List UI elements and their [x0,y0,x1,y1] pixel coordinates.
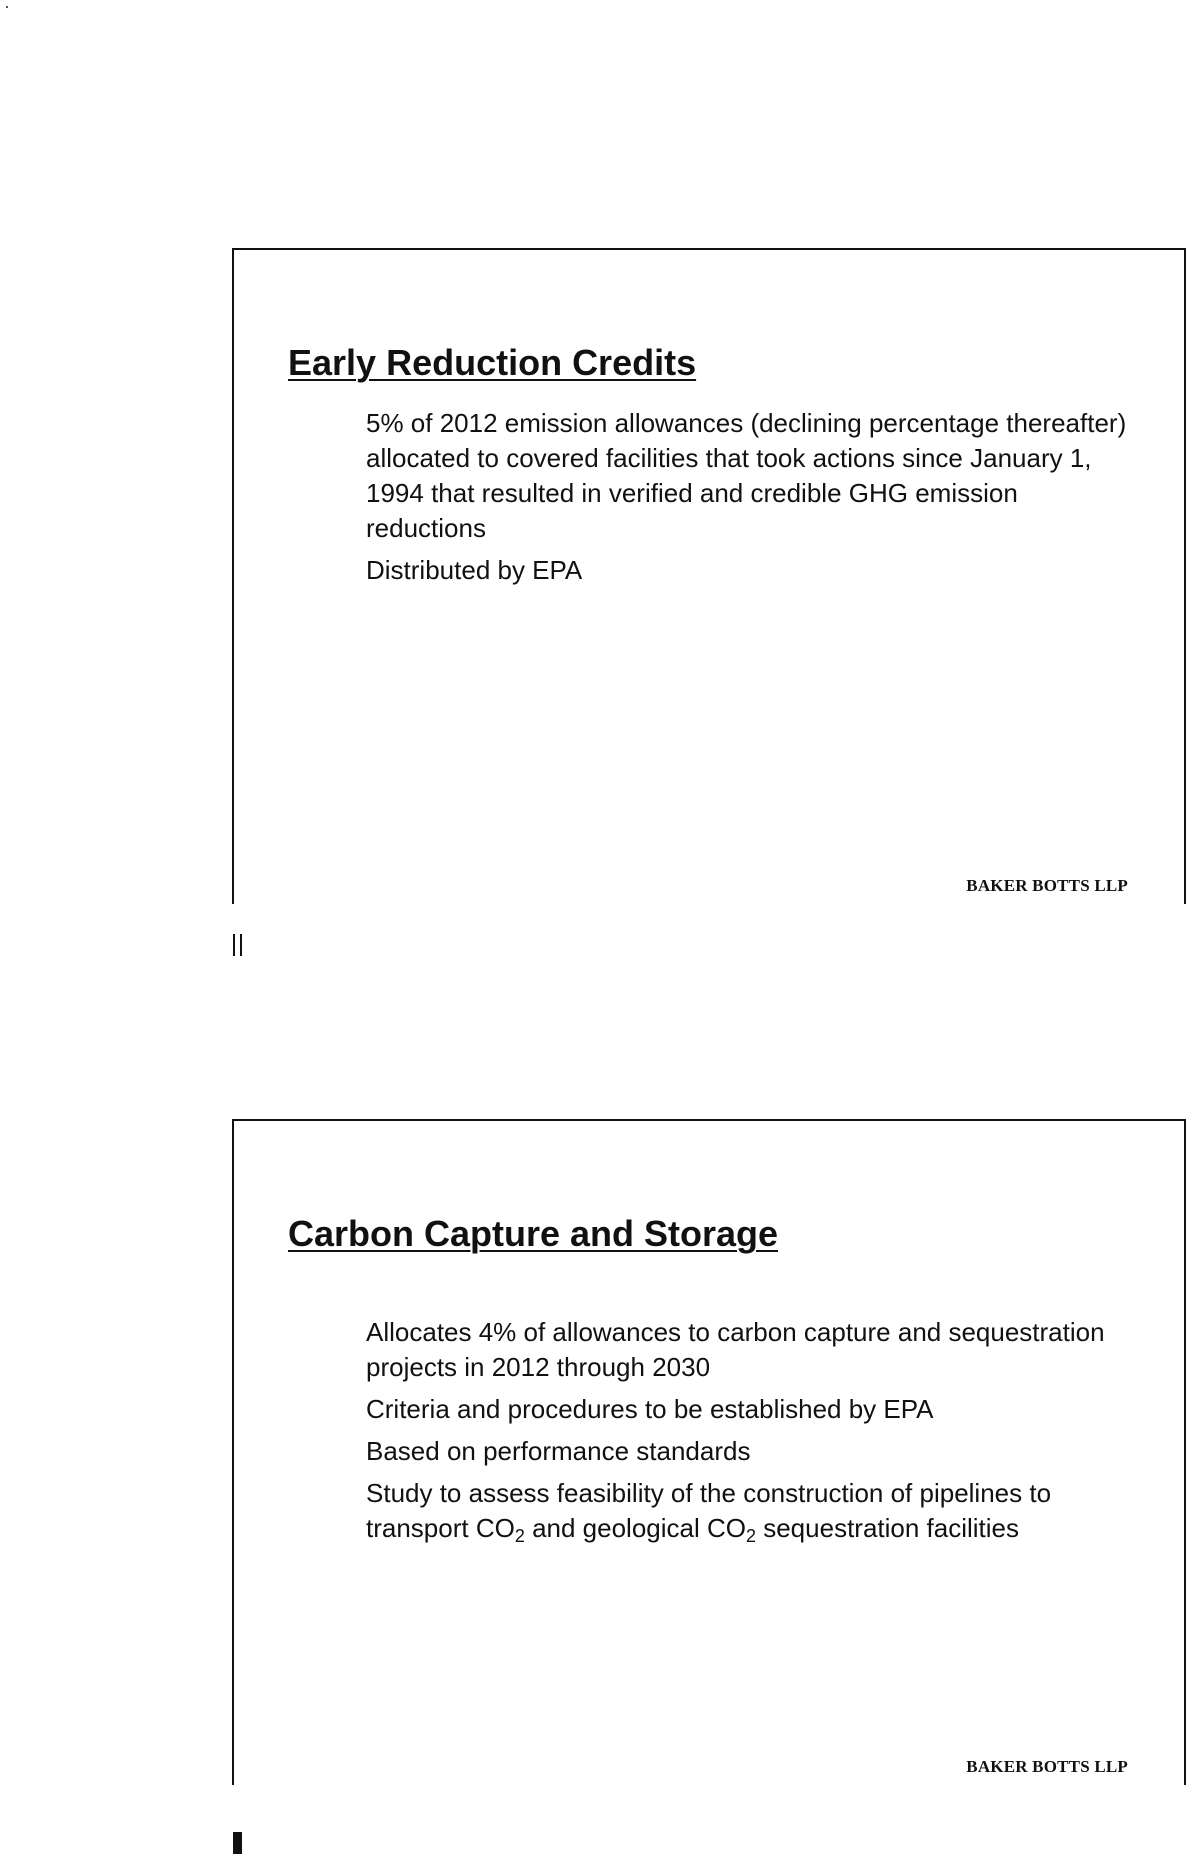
bullet-text: sequestration facilities [756,1513,1020,1543]
subscript: 2 [514,1526,525,1546]
bullet-item: Criteria and procedures to be established by EPA [366,1394,934,1424]
page-separator-mark [233,934,242,956]
baker-botts-logo: BAKER BOTTS LLP [966,876,1128,895]
slide-title: Early Reduction Credits [288,342,697,383]
baker-botts-logo: BAKER BOTTS LLP [966,1757,1128,1776]
bullet-list [366,406,1144,595]
bullet-item-co2-study [366,1476,1144,1546]
scan-speck [6,6,8,8]
slide-title: Carbon Capture and Storage [288,1213,779,1254]
slide-early-reduction-credits [232,248,1186,904]
bullet-item: Based on performance standards [366,1436,751,1466]
subscript: 2 [745,1526,756,1546]
slide-carbon-capture-and-storage [232,1119,1186,1785]
bullet-item: Distributed by EPA [366,555,583,585]
bullet-list [366,1315,1144,1553]
bullet-text: Study to assess feasibility of the construction of pipelines to transport CO [366,1478,1052,1543]
bullet-item: 5% of 2012 emission allowances (declining percentage thereafter) allocated to covered facilities that took actions since January 1, 1994 that resulted in verified and credible GHG emission reductions [366,408,1127,543]
bullet-text: and geological CO [524,1513,746,1543]
page-separator-mark [233,1832,242,1854]
bullet-item: Allocates 4% of allowances to carbon capture and sequestration projects in 2012 through 2030 [366,1317,1105,1382]
